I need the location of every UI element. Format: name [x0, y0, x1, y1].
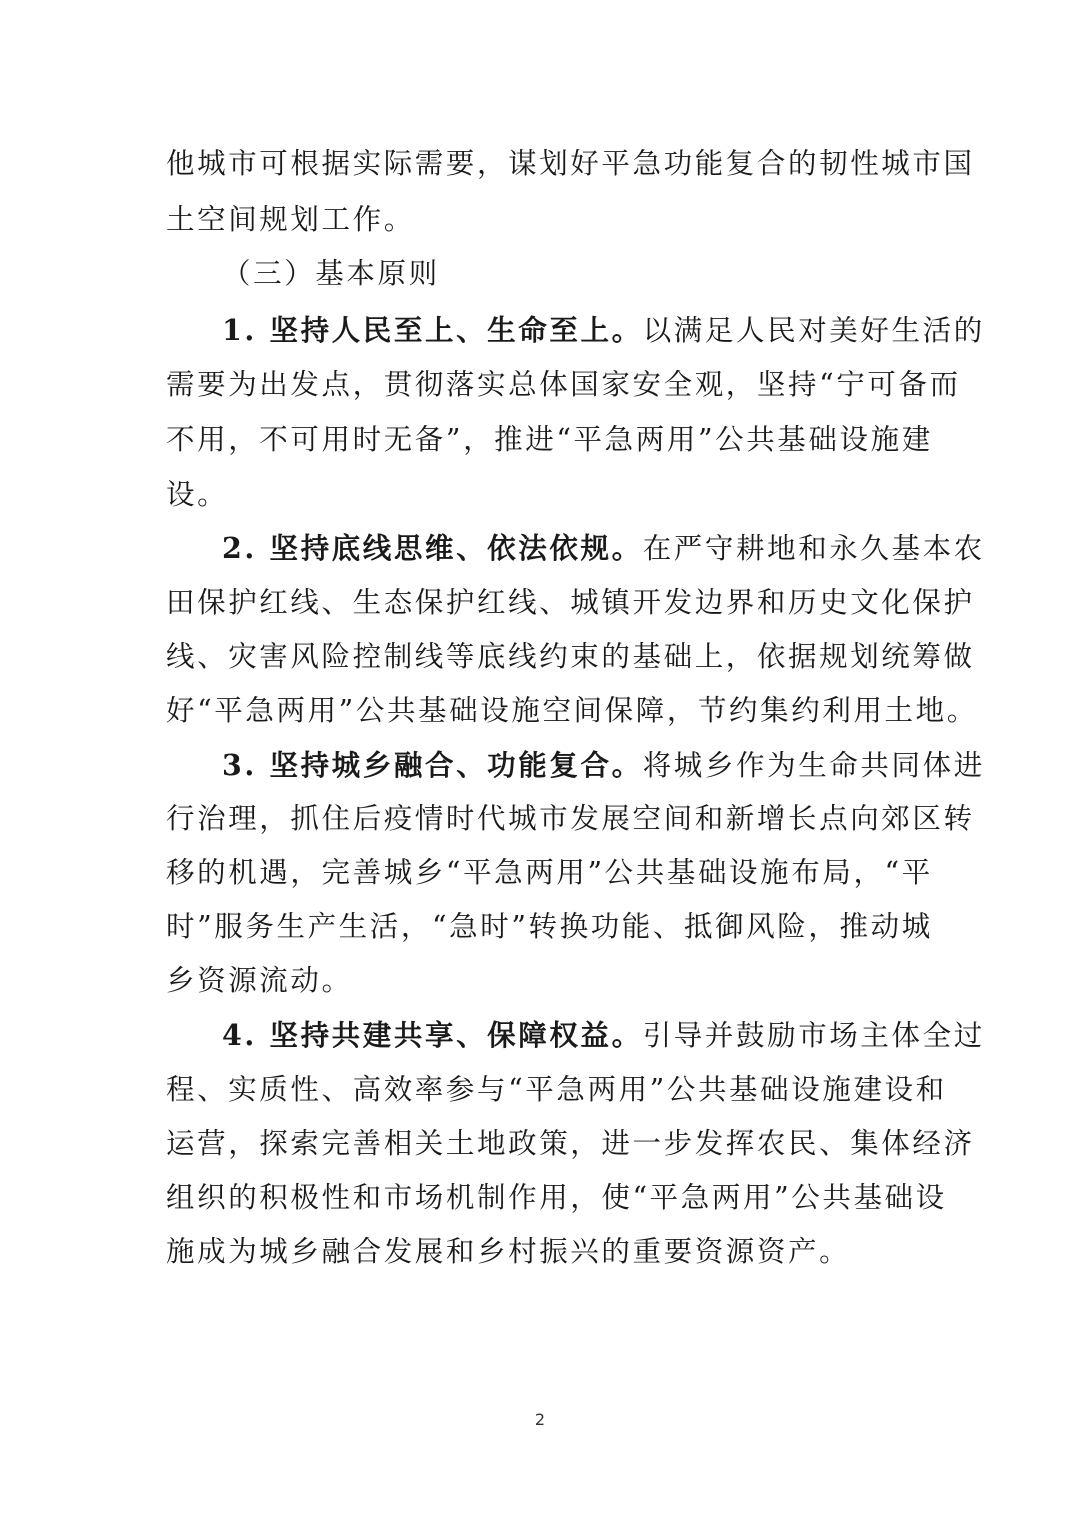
paragraph-line: 田保护红线、生态保护红线、城镇开发边界和历史文化保护 — [166, 586, 975, 619]
paragraph-line: 施成为城乡融合发展和乡村振兴的重要资源资产。 — [166, 1235, 851, 1268]
paragraph-line: 土空间规划工作。 — [166, 203, 415, 236]
principle-1-title: 1. 坚持人民至上、生命至上。 — [222, 313, 643, 347]
paragraph-line: 不用，不可用时无备”，推进“平急两用”公共基础设施建 — [166, 423, 933, 456]
paragraph-line: 线、灾害风险控制线等底线约束的基础上，依据规划统筹做 — [166, 640, 975, 673]
paragraph-line: 乡资源流动。 — [166, 964, 353, 997]
paragraph-line: 好“平急两用”公共基础设施空间保障，节约集约利用土地。 — [166, 694, 978, 727]
principle-1-line-1 — [222, 302, 985, 359]
principle-4-line-1 — [222, 1007, 985, 1064]
paragraph-line: 设。 — [166, 478, 229, 511]
paragraph-line: 时”服务生产生活，“急时”转换功能、抵御风险，推动城 — [166, 910, 933, 943]
principle-4-text: 引导并鼓励市场主体全过 — [642, 1019, 985, 1052]
paragraph-line: 运营，探索完善相关土地政策，进一步发挥农民、集体经济 — [166, 1127, 975, 1160]
section-heading: （三）基本原则 — [222, 257, 440, 290]
principle-3-text: 将城乡作为生命共同体进 — [642, 749, 985, 782]
paragraph-line: 行治理，抓住后疫情时代城市发展空间和新增长点向郊区转 — [166, 802, 975, 835]
principle-2-line-1 — [222, 520, 985, 577]
paragraph-line: 移的机遇，完善城乡“平急两用”公共基础设施布局，“平 — [166, 856, 933, 889]
principle-3-line-1 — [222, 737, 985, 794]
paragraph-line: 组织的积极性和市场机制作用，使“平急两用”公共基础设 — [166, 1181, 947, 1214]
paragraph-line: 他城市可根据实际需要，谋划好平急功能复合的韧性城市国 — [166, 147, 975, 180]
page-number: 2 — [534, 1410, 546, 1429]
principle-3-title: 3. 坚持城乡融合、功能复合。 — [222, 748, 643, 782]
paragraph-line: 需要为出发点，贯彻落实总体国家安全观，坚持“宁可备而 — [166, 368, 961, 401]
principle-4-title: 4. 坚持共建共享、保障权益。 — [222, 1018, 643, 1052]
principle-1-text: 以满足人民对美好生活的 — [642, 314, 985, 347]
principle-2-text: 在严守耕地和永久基本农 — [642, 532, 985, 565]
principle-2-title: 2. 坚持底线思维、依法依规。 — [222, 531, 643, 565]
paragraph-line: 程、实质性、高效率参与“平急两用”公共基础设施建设和 — [166, 1073, 947, 1106]
